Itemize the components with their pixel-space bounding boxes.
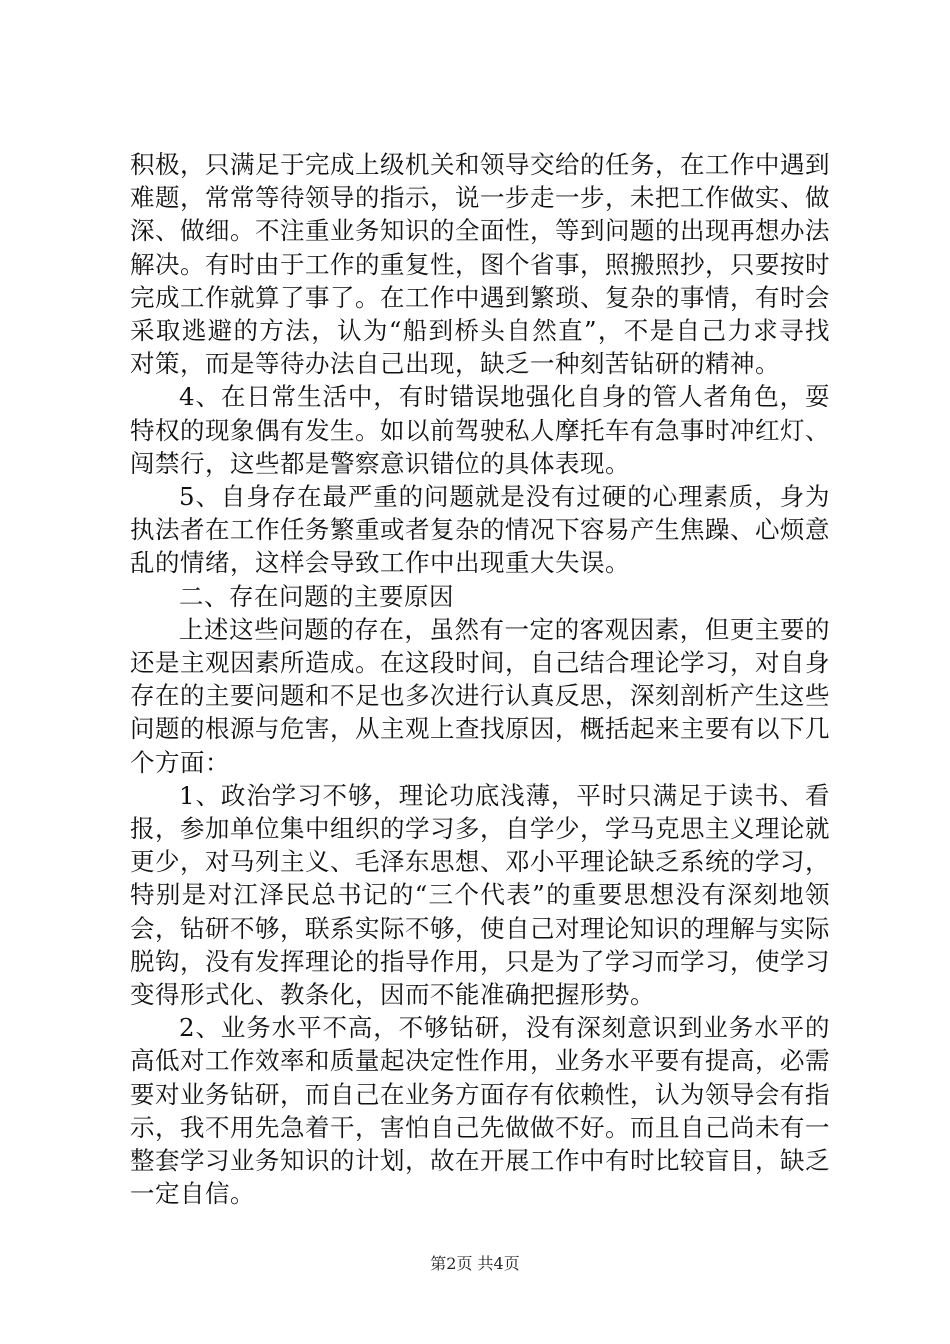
section-heading-causes: 二、存在问题的主要原因 <box>179 581 454 611</box>
paragraph-item-4: 4、在日常生活中，有时错误地强化自身的管人者角色，耍特权的现象偶有发生。如以前驾驶私人摩托车有急事时冲红灯、闯禁行，这些都是警察意识错位的具体表现。 <box>130 382 830 478</box>
document-body <box>130 148 830 1211</box>
page-footer: 第2页 共4页 <box>430 1254 520 1273</box>
paragraph-cause-2: 2、业务水平不高，不够钻研，没有深刻意识到业务水平的高低对工作效率和质量起决定性作用，业务水平要有提高，必需要对业务钻研，而自己在业务方面存有依赖性，认为领导会有指示，我不用先急着干，害怕自己先做做不好。而且自己尚未有一整套学习业务知识的计划，故在开展工作中有时比较盲目，缺乏一定自信。 <box>130 1013 830 1209</box>
paragraph-cause-1: 1、政治学习不够，理论功底浅薄，平时只满足于读书、看报，参加单位集中组织的学习多，自学少，学马克思主义理论就更少，对马列主义、毛泽东思想、邓小平理论缺乏系统的学习，特别是对江泽民总书记的“三个代表”的重要思想没有深刻地领会，钻研不够，联系实际不够，使自己对理论知识的理解与实际脱钩，没有发挥理论的指导作用，只是为了学习而学习，使学习变得形式化、教条化，因而不能准确把握形势。 <box>130 780 830 1010</box>
paragraph-causes-intro: 上述这些问题的存在，虽然有一定的客观因素，但更主要的还是主观因素所造成。在这段时间，自己结合理论学习，对自身存在的主要问题和不足也多次进行认真反思，深刻剖析产生这些问题的根源与危害，从主观上查找原因，概括起来主要有以下几个方面： <box>130 614 830 777</box>
paragraph-continuation: 积极，只满足于完成上级机关和领导交给的任务，在工作中遇到难题，常常等待领导的指示，说一步走一步，未把工作做实、做深、做细。不注重业务知识的全面性，等到问题的出现再想办法解决。有时由于工作的重复性，图个省事，照搬照抄，只要按时完成工作就算了事了。在工作中遇到繁琐、复杂的事情，有时会采取逃避的方法，认为“船到桥头自然直”，不是自己力求寻找对策，而是等待办法自己出现，缺乏一种刻苦钻研的精神。 <box>130 150 830 379</box>
paragraph-item-5: 5、自身存在最严重的问题就是没有过硬的心理素质，身为执法者在工作任务繁重或者复杂的情况下容易产生焦躁、心烦意乱的情绪，这样会导致工作中出现重大失误。 <box>130 482 830 578</box>
